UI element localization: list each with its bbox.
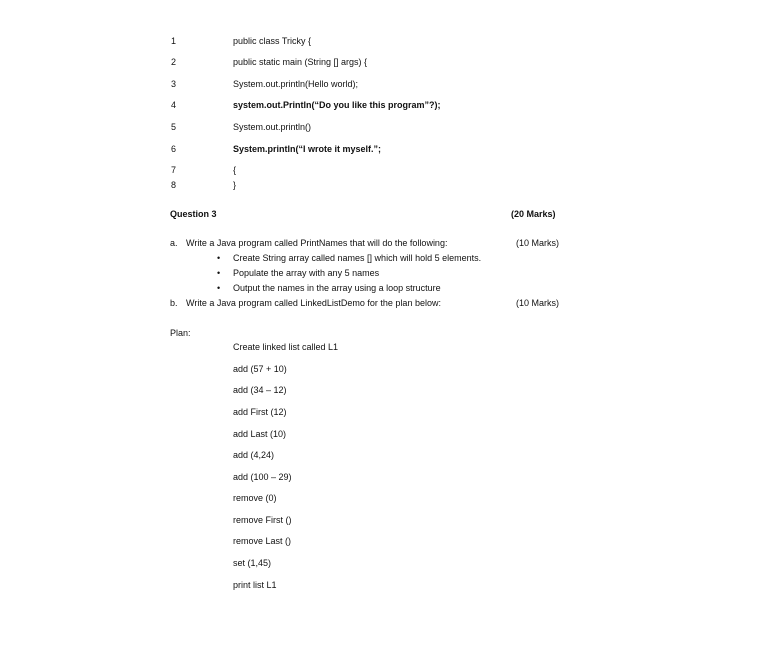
line-number: 8 (171, 180, 177, 190)
code-line: } (233, 180, 237, 190)
plan-step: remove Last () (233, 536, 292, 546)
line-number: 3 (171, 79, 177, 89)
part-letter: a. (170, 238, 178, 248)
plan-step: remove (0) (233, 493, 277, 503)
part-marks: (10 Marks) (516, 298, 560, 308)
line-number: 1 (171, 36, 177, 46)
code-line: System.println(“I wrote it myself.”; (233, 144, 382, 154)
part-marks: (10 Marks) (516, 238, 560, 248)
line-number: 2 (171, 57, 177, 67)
plan-label: Plan: (170, 328, 191, 338)
bullet-text: Create String array called names [] which will hold 5 elements. (233, 253, 482, 263)
code-line: { (233, 165, 237, 175)
plan-step: add First (12) (233, 407, 287, 417)
line-number: 7 (171, 165, 177, 175)
question-marks: (20 Marks) (511, 209, 556, 219)
plan-step: remove First () (233, 515, 292, 525)
question-title: Question 3 (170, 209, 217, 219)
bullet-icon: • (217, 268, 221, 278)
bullet-icon: • (217, 283, 221, 293)
part-letter: b. (170, 298, 178, 308)
bullet-text: Populate the array with any 5 names (233, 268, 380, 278)
plan-step: add (57 + 10) (233, 364, 287, 374)
code-line: public static main (String [] args) { (233, 57, 368, 67)
code-line: system.out.Println(“Do you like this program”?); (233, 100, 441, 110)
bullet-icon: • (217, 253, 221, 263)
line-number: 5 (171, 122, 177, 132)
bullet-text: Output the names in the array using a loop structure (233, 283, 441, 293)
line-number: 4 (171, 100, 177, 110)
code-line: public class Tricky { (233, 36, 312, 46)
plan-step: set (1,45) (233, 558, 272, 568)
plan-step: add (34 – 12) (233, 385, 287, 395)
code-line: System.out.println() (233, 122, 312, 132)
plan-step: add Last (10) (233, 429, 287, 439)
plan-step: Create linked list called L1 (233, 342, 339, 352)
plan-step: print list L1 (233, 580, 277, 590)
part-text: Write a Java program called LinkedListDemo for the plan below: (186, 298, 441, 308)
plan-step: add (100 – 29) (233, 472, 292, 482)
line-number: 6 (171, 144, 177, 154)
code-line: System.out.println(Hello world); (233, 79, 359, 89)
plan-step: add (4,24) (233, 450, 275, 460)
part-text: Write a Java program called PrintNames that will do the following: (186, 238, 448, 248)
